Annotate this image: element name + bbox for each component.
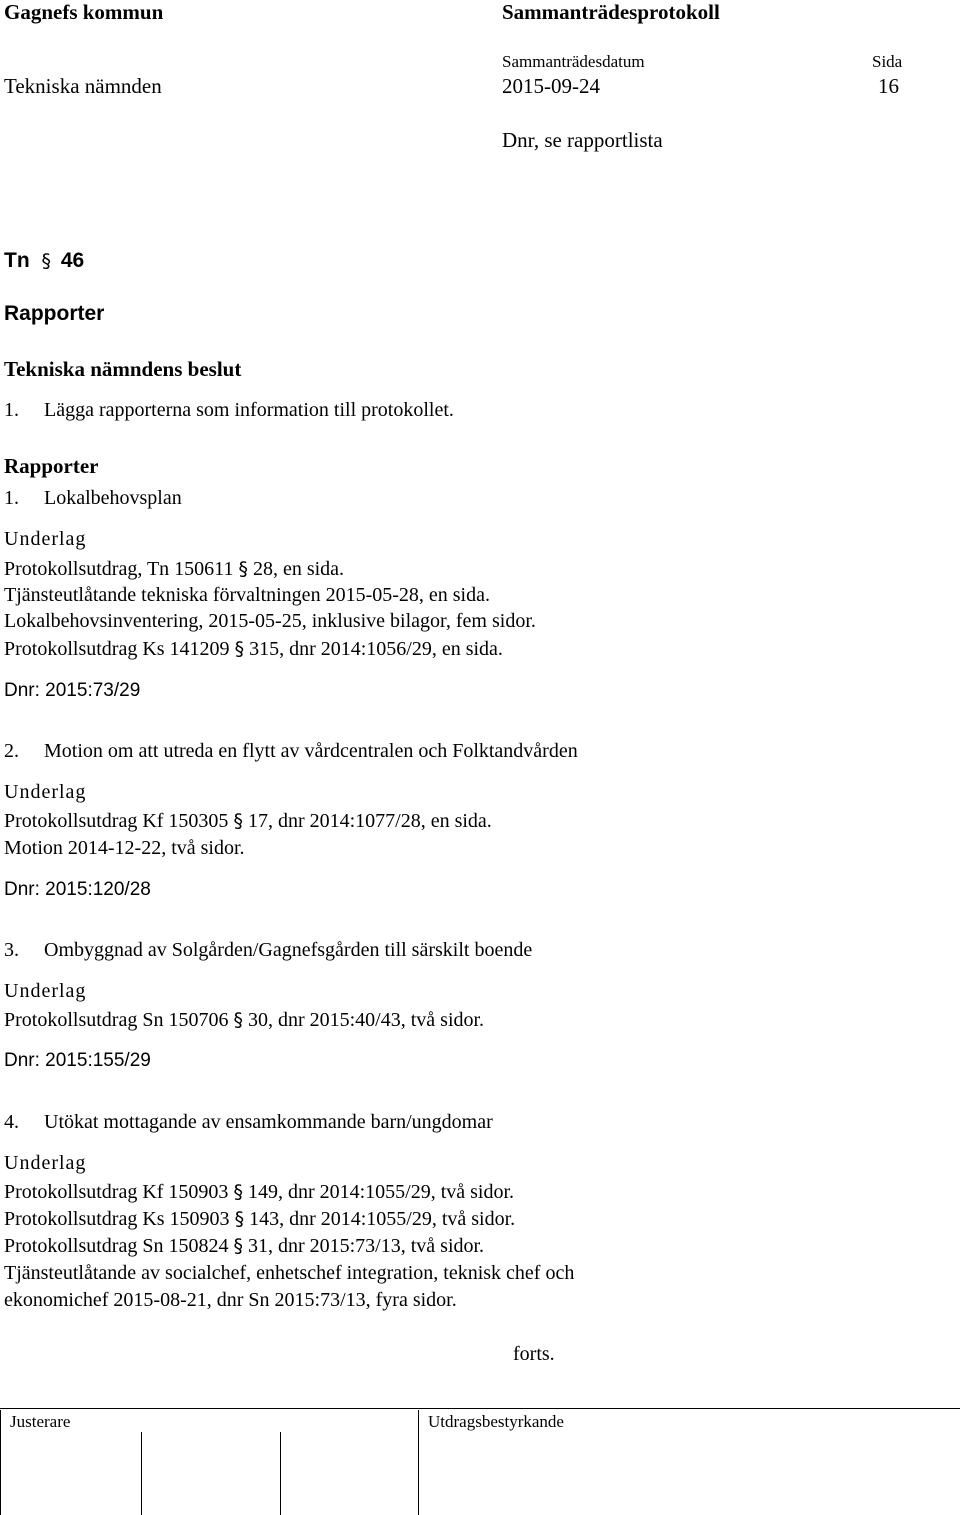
report-number: 1.	[4, 487, 19, 509]
dnr-reference: Dnr: 2015:73/29	[4, 680, 141, 701]
report-title-text: Ombyggnad av Solgården/Gagnefsgården till särskilt boende	[44, 939, 533, 961]
underlag-line-text: Motion 2014-12-22, två sidor.	[4, 837, 245, 859]
section-id-prefix: Tn	[4, 249, 30, 272]
decision-item	[4, 397, 454, 424]
signature-box-divider	[280, 1432, 281, 1515]
committee-name: Tekniska nämnden	[4, 74, 162, 98]
footer-top-rule	[0, 1408, 960, 1409]
underlag-line-text: 315, dnr 2014:1056/29, en sida.	[244, 638, 503, 660]
underlag-line	[4, 808, 492, 835]
page-label: Sida	[872, 52, 903, 71]
document-type: Sammanträdesprotokoll	[502, 0, 720, 24]
underlag-line	[4, 636, 503, 663]
underlag-line	[4, 1007, 484, 1034]
paragraph-sign: §	[234, 1208, 245, 1230]
underlag-line-text: 149, dnr 2014:1055/29, två sidor.	[242, 1181, 515, 1203]
footer-left-border	[0, 1410, 1, 1515]
underlag-label: Underlag	[4, 781, 87, 803]
underlag-line	[4, 1287, 457, 1314]
underlag-line	[4, 1179, 514, 1206]
report-title	[4, 485, 182, 512]
underlag-line-text: ekonomichef 2015-08-21, dnr Sn 2015:73/13, fyra sidor.	[4, 1289, 457, 1311]
signature-box-divider	[141, 1432, 142, 1515]
paragraph-sign: §	[233, 1181, 243, 1203]
underlag-label: Underlag	[4, 980, 87, 1002]
paragraph-sign: §	[41, 250, 51, 272]
underlag-line-text: 28, en sida.	[247, 558, 345, 580]
underlag-line	[4, 556, 344, 583]
paragraph-sign: §	[233, 1009, 243, 1031]
underlag-line-text: Protokollsutdrag Ks 150903	[4, 1208, 235, 1230]
underlag-line-text: 143, dnr 2014:1055/29, två sidor.	[244, 1208, 516, 1230]
report-title	[4, 937, 532, 964]
underlag-line-text: 31, dnr 2015:73/13, två sidor.	[242, 1235, 485, 1257]
report-number: 2.	[4, 740, 19, 762]
paragraph-sign: §	[234, 638, 245, 660]
underlag-line-text: 17, dnr 2014:1077/28, en sida.	[242, 810, 492, 832]
report-title-text: Motion om att utreda en flytt av vårdcentralen och Folktandvården	[44, 740, 578, 762]
report-title-text: Utökat mottagande av ensamkommande barn/ungdomar	[44, 1111, 493, 1133]
report-number: 3.	[4, 939, 19, 961]
page-number: 16	[878, 74, 899, 98]
underlag-line-text: Protokollsutdrag Sn 150706	[4, 1009, 234, 1031]
decision-item-text: Lägga rapporterna som information till protokollet.	[44, 399, 454, 421]
underlag-line-text: Protokollsutdrag, Tn 150611	[4, 558, 239, 580]
municipality-name: Gagnefs kommun	[4, 0, 164, 24]
certification-label: Utdragsbestyrkande	[428, 1412, 564, 1431]
underlag-line-text: Protokollsutdrag Sn 150824	[4, 1235, 234, 1257]
continued-note: forts.	[513, 1343, 555, 1365]
section-title: Rapporter	[4, 302, 105, 325]
report-title	[4, 738, 578, 765]
underlag-line	[4, 1260, 574, 1287]
decision-heading: Tekniska nämndens beslut	[4, 357, 242, 381]
underlag-line-text: Tjänsteutlåtande av socialchef, enhetschef integration, teknisk chef och	[4, 1262, 575, 1284]
underlag-line	[4, 608, 536, 635]
justerare-label: Justerare	[10, 1412, 71, 1431]
underlag-line-text: Protokollsutdrag Kf 150305	[4, 810, 234, 832]
dnr-note: Dnr, se rapportlista	[502, 128, 663, 152]
underlag-line	[4, 1233, 484, 1260]
dnr-reference: Dnr: 2015:120/28	[4, 879, 151, 900]
underlag-label: Underlag	[4, 1152, 87, 1174]
section-id	[4, 249, 84, 273]
footer-divider	[418, 1410, 419, 1515]
underlag-line-text: Protokollsutdrag Kf 150903	[4, 1181, 234, 1203]
section-id-number: 46	[60, 249, 85, 272]
underlag-line	[4, 1206, 515, 1233]
reports-heading: Rapporter	[4, 454, 99, 478]
paragraph-sign: §	[233, 810, 243, 832]
date-label: Sammanträdesdatum	[502, 52, 645, 71]
report-title-text: Lokalbehovsplan	[44, 487, 182, 509]
underlag-line-text: Tjänsteutlåtande tekniska förvaltningen 2015-05-28, en sida.	[4, 584, 490, 606]
underlag-line-text: Protokollsutdrag Ks 141209	[4, 638, 235, 660]
underlag-line	[4, 835, 245, 862]
report-number: 4.	[4, 1111, 19, 1133]
underlag-line-text: 30, dnr 2015:40/43, två sidor.	[242, 1009, 485, 1031]
paragraph-sign: §	[238, 558, 248, 580]
underlag-label: Underlag	[4, 528, 87, 550]
dnr-reference: Dnr: 2015:155/29	[4, 1050, 151, 1071]
meeting-date: 2015-09-24	[502, 74, 600, 98]
decision-item-number: 1.	[4, 399, 19, 421]
underlag-line-text: Lokalbehovsinventering, 2015-05-25, inklusive bilagor, fem sidor.	[4, 610, 536, 632]
paragraph-sign: §	[233, 1235, 243, 1257]
report-title	[4, 1109, 493, 1136]
underlag-line	[4, 582, 490, 609]
